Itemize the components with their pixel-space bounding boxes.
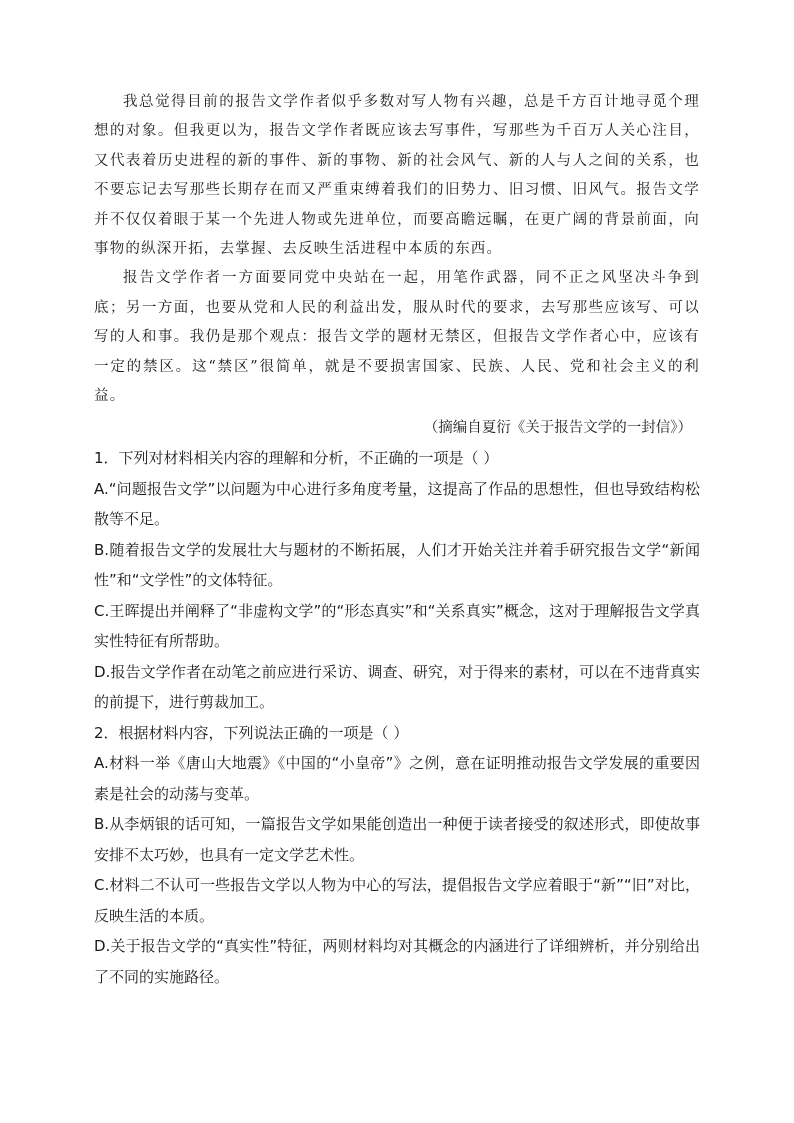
question-list	[94, 443, 700, 992]
question-2-option-c: C.材料二不认可一些报告文学以人物为中心的写法，提倡报告文学应着眼于“新”“旧”对比，反映生活的本质。	[94, 876, 700, 925]
passage-paragraph-1: 我总觉得目前的报告文学作者似乎多数对写人物有兴趣，总是千方百计地寻觅个理想的对象。但我更以为，报告文学作者既应该去写事件，写那些为千百万人关心注目，又代表着历史进程的新的事件、新的事物、新的社会风气、新的人与人之间的关系，也不要忘记去写那些长期存在而又严重束缚着我们的旧势力、旧习惯、旧风气。报告文学并不仅仅着眼于某一个先进人物或先进单位，而要高瞻远瞩，在更广阔的背景前面，向事物的纵深开拓，去掌握、去反映生活进程中本质的东西。	[94, 94, 700, 258]
question-1-option-b: B.随着报告文学的发展壮大与题材的不断拓展，人们才开始关注并着手研究报告文学“新闻性”和“文学性”的文体特征。	[94, 540, 700, 590]
question-1-option-d: D.报告文学作者在动笔之前应进行采访、调查、研究，对于得来的素材，可以在不违背真实的前提下，进行剪裁加工。	[94, 662, 700, 712]
question-2-option-d: D.关于报告文学的“真实性”特征，两则材料均对其概念的内涵进行了详细辨析，并分别给出了不同的实施路径。	[94, 937, 700, 986]
question-2-stem: 2．根据材料内容，下列说法正确的一项是（ ）	[94, 723, 409, 742]
question-1-option-a: A.“问题报告文学”以问题为中心进行多角度考量，这提高了作品的思想性，但也导致结构松散等不足。	[94, 479, 700, 529]
reading-passage	[94, 88, 700, 411]
question-1	[94, 443, 700, 718]
document-page	[94, 88, 700, 992]
question-2	[94, 718, 700, 993]
passage-paragraph-2: 报告文学作者一方面要同党中央站在一起，用笔作武器，同不正之风坚决斗争到底；另一方面，也要从党和人民的利益出发，服从时代的要求，去写那些应该写、可以写的人和事。我仍是那个观点：报告文学的题材无禁区，但报告文学作者心中，应该有一定的禁区。这“禁区”很简单，就是不要损害国家、民族、人民、党和社会主义的利益。	[94, 270, 700, 405]
passage-source: （摘编自夏衍《关于报告文学的一封信》）	[423, 420, 692, 437]
question-2-option-a: A.材料一举《唐山大地震》《中国的“小皇帝”》之例，意在证明推动报告文学发展的重要因素是社会的动荡与变革。	[94, 754, 700, 803]
question-1-stem: 1．下列对材料相关内容的理解和分析，不正确的一项是（ ）	[94, 449, 499, 468]
question-1-option-c: C.王晖提出并阐释了“非虚构文学”的“形态真实”和“关系真实”概念，这对于理解报告文学真实性特征有所帮助。	[94, 601, 700, 651]
question-2-option-b: B.从李炳银的话可知，一篇报告文学如果能创造出一种便于读者接受的叙述形式，即使故事安排不太巧妙，也具有一定文学艺术性。	[94, 815, 700, 864]
